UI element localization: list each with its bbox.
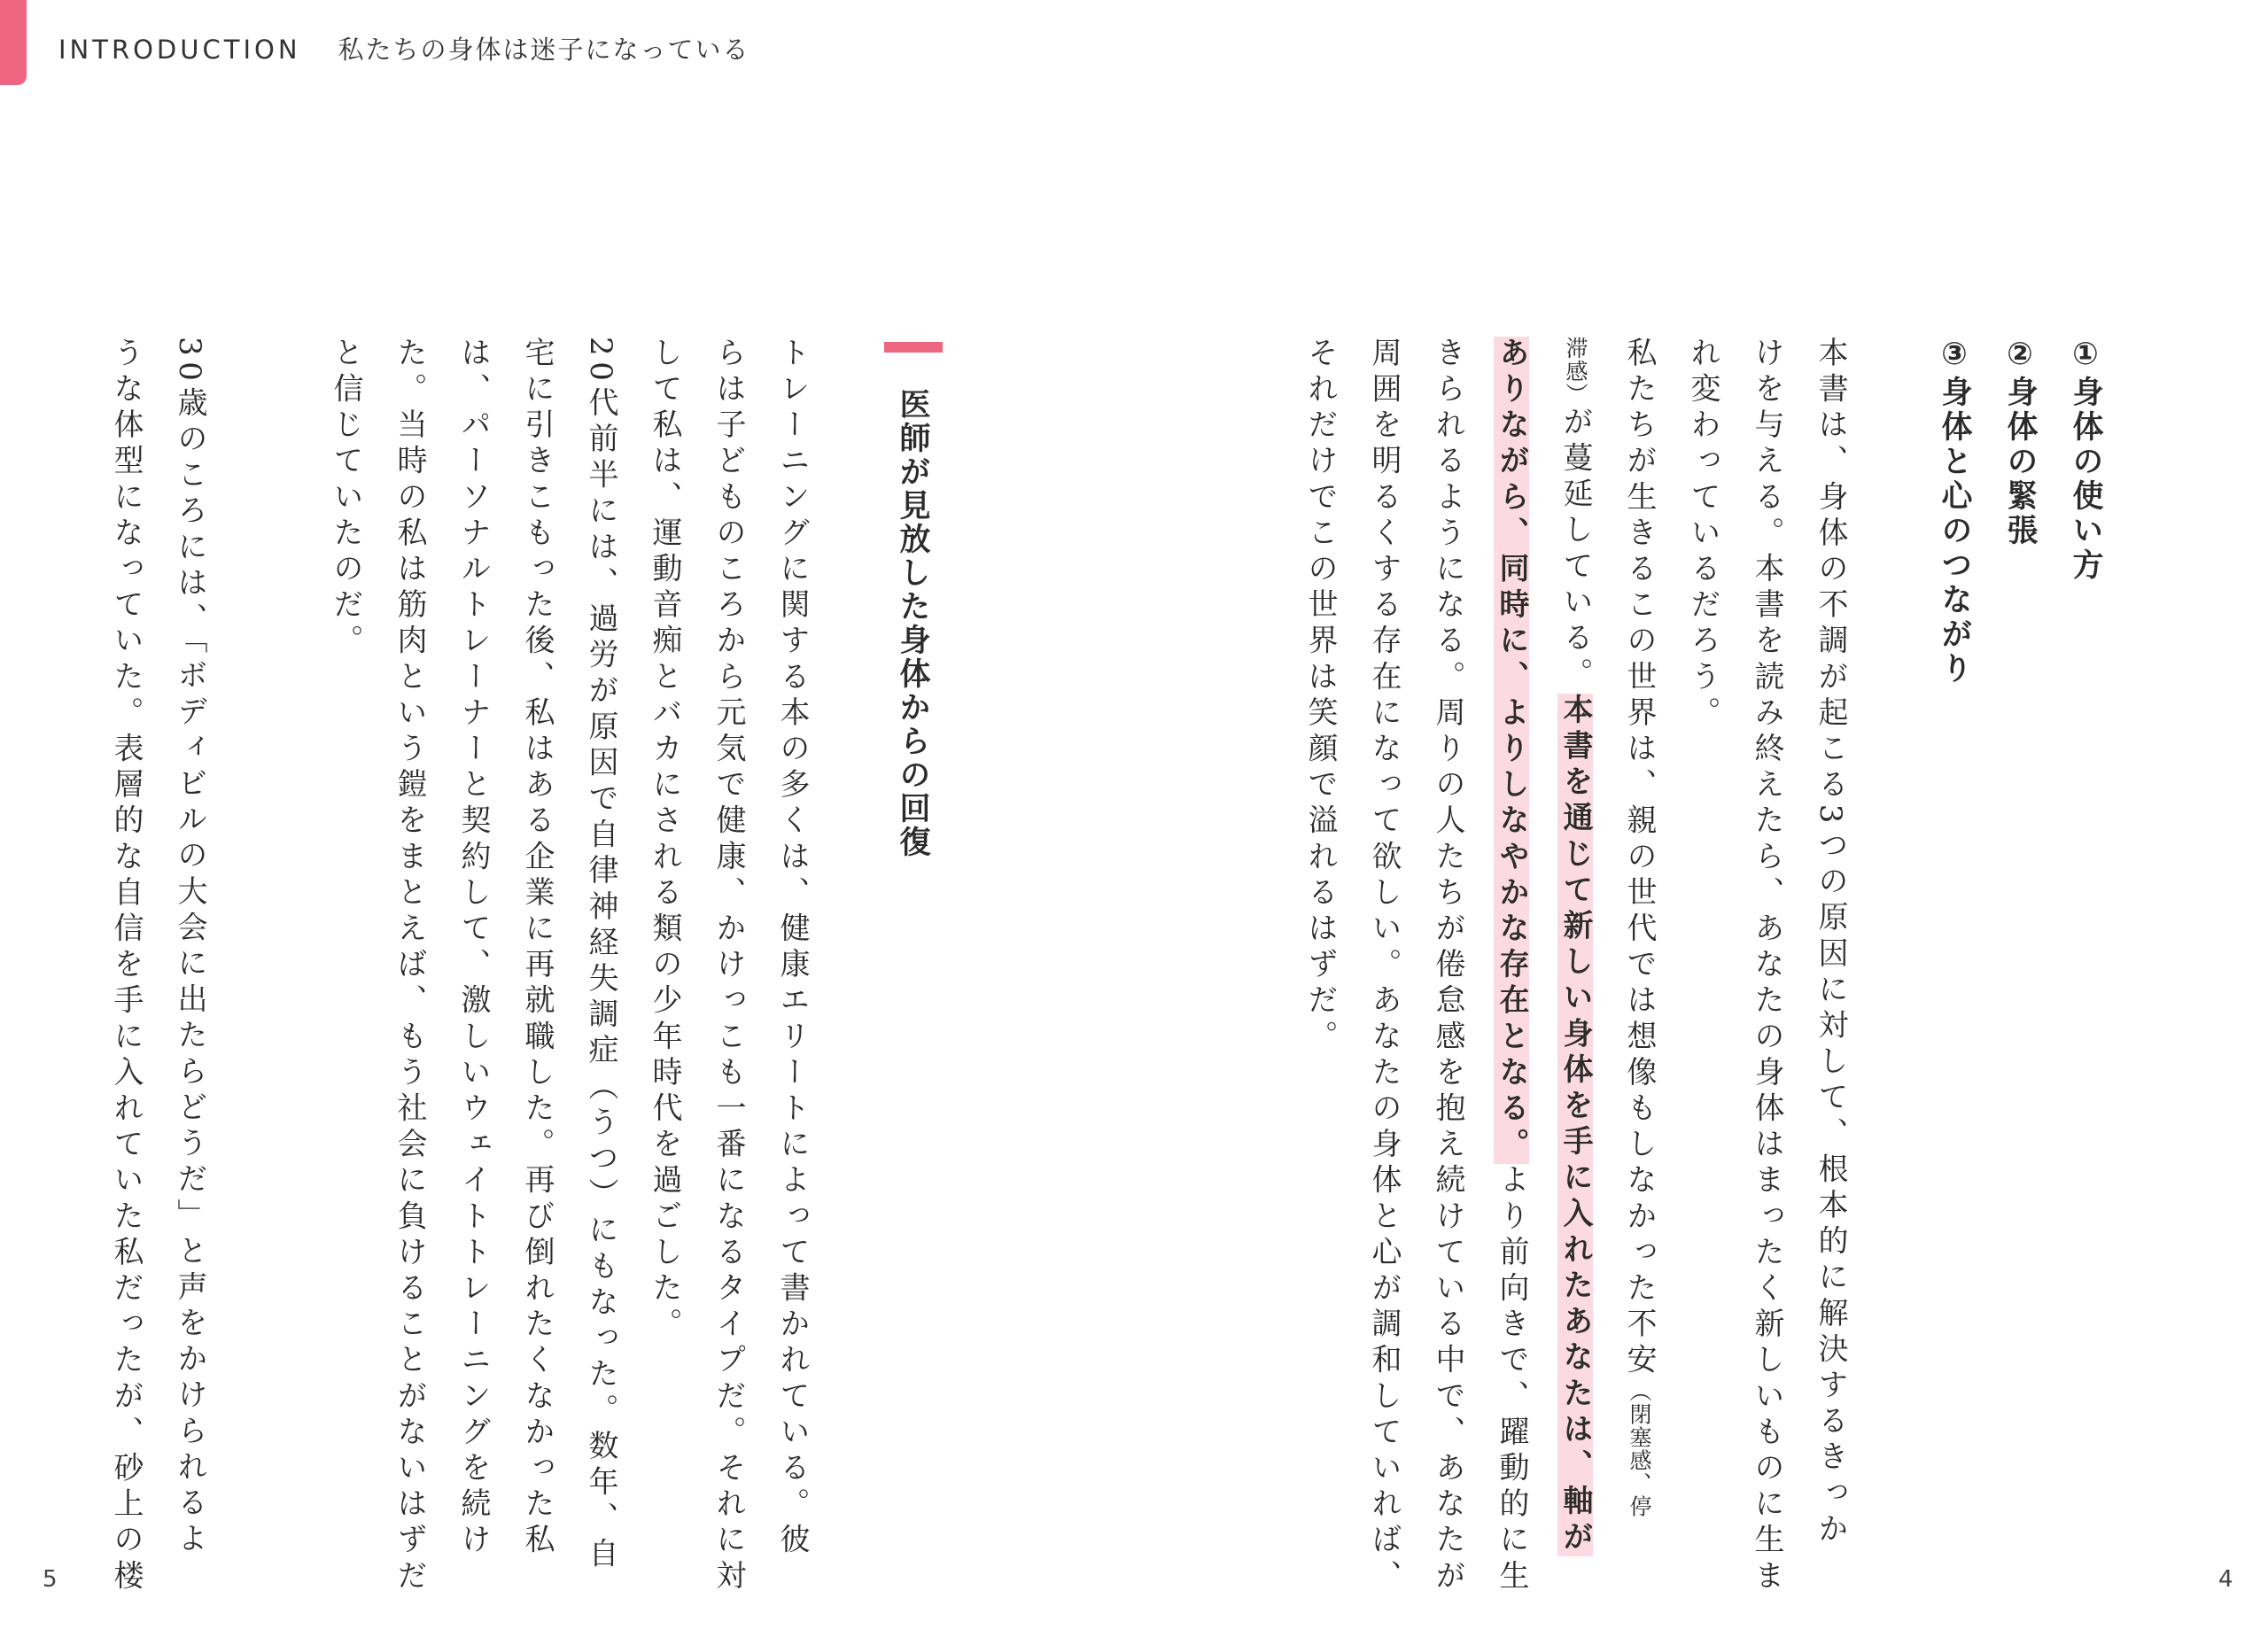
text-line: と信じていたのだ。 — [328, 337, 363, 661]
chapter-tab-accent — [0, 0, 27, 85]
text-fragment: が蔓延している。 — [1557, 406, 1593, 694]
text-line — [1557, 337, 1593, 1556]
text-line: けを与える。本書を読み終えたら、あなたの身体はまったく新しいものに生ま — [1749, 337, 1784, 1595]
text-line: 宅に引きこもった後、私はある企業に再就職した。再び倒れたくなかった私 — [519, 337, 555, 1560]
text-line: 20代前半には、過労が原因で自律神経失調症（うつ）にもなった。数年、自 — [583, 337, 618, 1574]
list-item-1: ①身体の使い方 — [2068, 337, 2103, 583]
annotation: （閉塞感、停 — [1627, 1379, 1652, 1518]
text-line — [1494, 337, 1529, 1595]
list-item-3: ③身体と心のつながり — [1937, 337, 1972, 687]
section-label: INTRODUCTION — [58, 35, 301, 65]
text-fragment: より前向きで、躍動的に生 — [1494, 1163, 1529, 1596]
text-line: 本書は、身体の不調が起こる3つの原因に対して、根本的に解決するきっか — [1813, 337, 1848, 1549]
text-line: うな体型になっていた。表層的な自信を手に入れていた私だったが、砂上の楼 — [108, 337, 144, 1595]
text-line: トレーニングに関する本の多くは、健康エリートによって書かれている。彼 — [774, 337, 810, 1560]
section-heading: 医師が見放した身体からの回復 — [895, 388, 930, 859]
text-line: れ変わっているだろう。 — [1685, 337, 1720, 733]
text-line — [1621, 337, 1657, 1517]
page-number-right: 4 — [2218, 1566, 2233, 1593]
text-line: らは子どものころから元気で健康、かけっこも一番になるタイプだ。それに対 — [711, 337, 746, 1595]
text-line: それだけでこの世界は笑顔で溢れるはずだ。 — [1302, 337, 1338, 1056]
page-number-left: 5 — [43, 1566, 58, 1593]
text-line: た。当時の私は筋肉という鎧をまとえば、もう社会に負けることがないはずだ — [392, 337, 427, 1595]
text-line: して私は、運動音痴とバカにされる類の少年時代を過ごした。 — [647, 337, 682, 1344]
section-heading-accent — [884, 342, 943, 353]
text-line: は、パーソナルトレーナーと契約して、激しいウェイトトレーニングを続け — [455, 337, 491, 1560]
text-fragment: 私たちが生きるこの世界は、親の世代では想像もしなかった不安 — [1621, 337, 1657, 1380]
highlighted-text: 本書を通じて新しい身体を手に入れたあなたは、軸が — [1557, 693, 1593, 1557]
running-header — [58, 30, 750, 66]
text-line: きられるようになる。周りの人たちが倦怠感を抱え続けている中で、あなたが — [1430, 337, 1465, 1595]
text-line: 周囲を明るくする存在になって欲しい。あなたの身体と心が調和していれば、 — [1366, 337, 1402, 1595]
text-line: 30歳のころには、「ボディビルの大会に出たらどうだ」と声をかけられるよ — [172, 337, 207, 1559]
highlighted-text: ありながら、同時に、よりしなやかな存在となる。 — [1494, 337, 1529, 1164]
chapter-title: 私たちの身体は迷子になっている — [338, 35, 750, 65]
annotation: 滞感） — [1563, 337, 1588, 406]
list-item-2: ②身体の緊張 — [2002, 337, 2038, 548]
